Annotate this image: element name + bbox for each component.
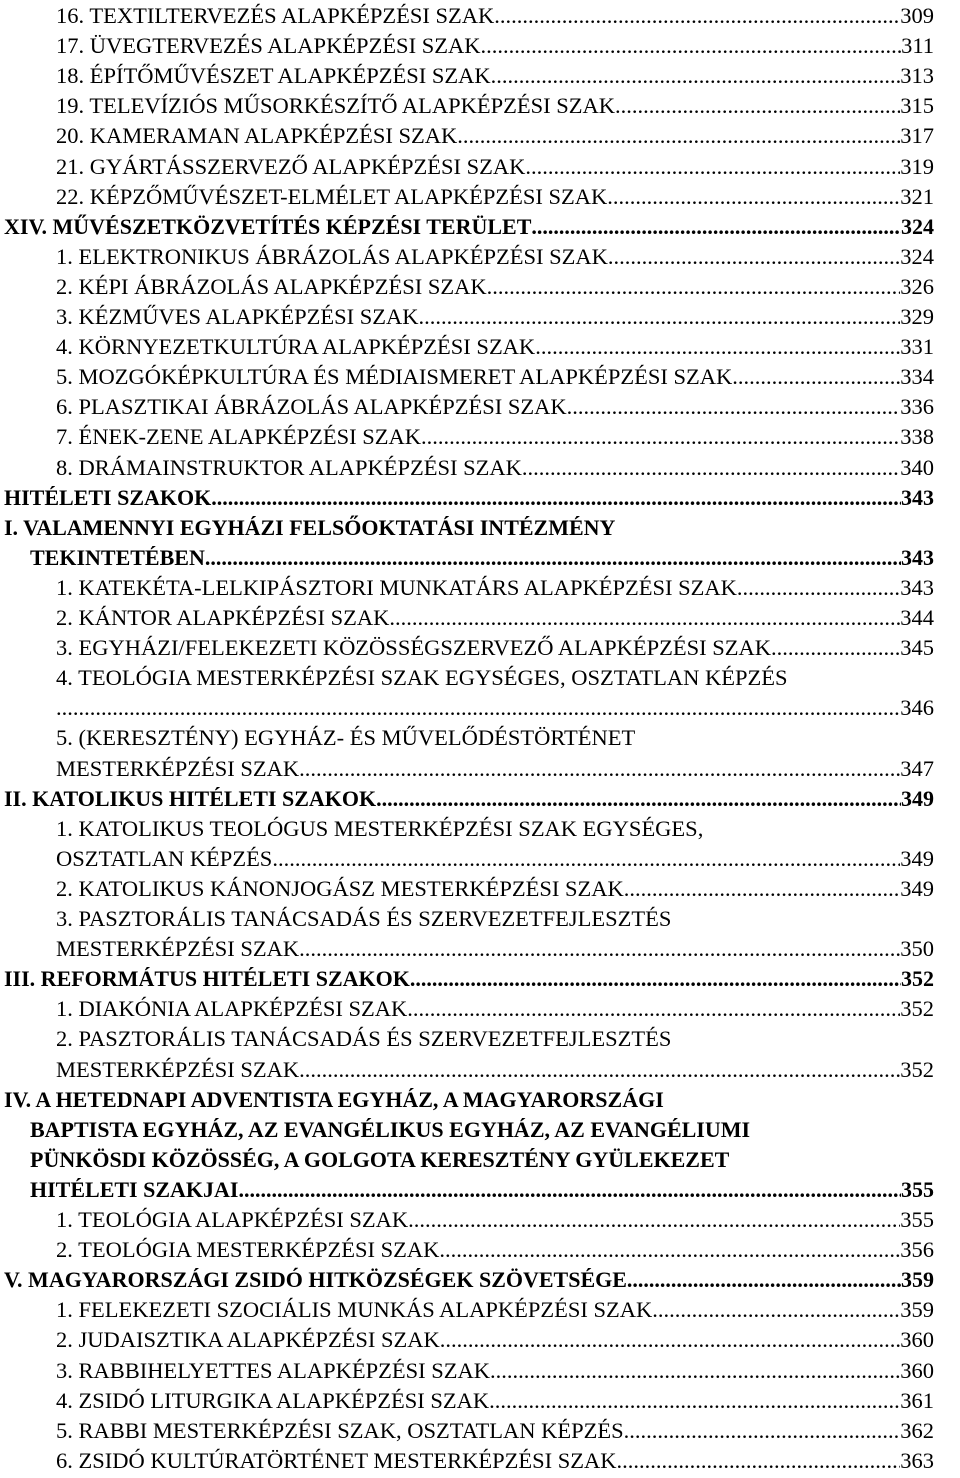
- dot-leader: [624, 874, 901, 904]
- toc-entry-text: MESTERKÉPZÉSI SZAK: [56, 1056, 300, 1082]
- page-number: 343: [901, 484, 934, 510]
- toc-entry-title: [56, 121, 934, 151]
- dot-leader: [440, 1325, 900, 1355]
- page-number: 352: [901, 966, 934, 992]
- toc-entry-title-continued: [56, 844, 934, 874]
- toc-entry-title: [4, 1265, 934, 1295]
- toc-entry-title: [56, 91, 934, 121]
- toc-entry-text: 19. TELEVÍZIÓS MŰSORKÉSZÍTŐ ALAPKÉPZÉSI SZAK: [56, 93, 615, 119]
- toc-entry-title: [4, 964, 934, 994]
- page-number: 313: [900, 63, 934, 89]
- toc-entry-text: 2. KÁNTOR ALAPKÉPZÉSI SZAK: [56, 605, 390, 630]
- toc-entry-title: [56, 723, 934, 753]
- toc-entry-text: IV. A HETEDNAPI ADVENTISTA EGYHÁZ, A MAGYARORSZÁGI: [4, 1086, 664, 1112]
- page-number: 309: [900, 3, 934, 28]
- toc-entry-text: 17. ÜVEGTERVEZÉS ALAPKÉPZÉSI SZAK: [56, 33, 481, 59]
- toc-entry-title: [56, 573, 934, 603]
- toc-entry-text: 2. KATOLIKUS KÁNONJOGÁSZ MESTERKÉPZÉSI SZAK: [56, 875, 624, 901]
- toc-entry-title: [56, 1325, 934, 1355]
- toc-entry-title: [56, 362, 934, 392]
- page-number: 334: [900, 364, 934, 390]
- toc-entry-title: [56, 1, 934, 31]
- toc-entry-text: 1. KATEKÉTA-LELKIPÁSZTORI MUNKATÁRS ALAPKÉPZÉSI SZAK: [56, 574, 737, 600]
- toc-entry-text: 1. FELEKEZETI SZOCIÁLIS MUNKÁS ALAPKÉPZÉSI SZAK: [56, 1297, 653, 1323]
- toc-entry-title: [56, 1205, 934, 1235]
- toc-entry-title-continued: [30, 1145, 934, 1175]
- dot-leader: [771, 633, 900, 663]
- dot-leader: [627, 1265, 901, 1295]
- toc-entry-text: III. REFORMÁTUS HITÉLETI SZAKOK: [4, 966, 410, 992]
- toc-entry-title: [56, 874, 934, 904]
- toc-entry-text: 4. KÖRNYEZETKULTÚRA ALAPKÉPZÉSI SZAK: [56, 334, 536, 360]
- toc-entry-text: 2. JUDAISZTIKA ALAPKÉPZÉSI SZAK: [56, 1327, 440, 1353]
- dot-leader: [490, 1356, 900, 1386]
- toc-entry-text: HITÉLETI SZAKOK: [4, 484, 212, 510]
- dot-leader: [491, 61, 901, 91]
- toc-entry-title: [56, 272, 934, 302]
- dot-leader: [624, 1416, 901, 1446]
- page-number: 350: [900, 936, 934, 962]
- toc-entry-text: PÜNKÖSDI KÖZÖSSÉG, A GOLGOTA KERESZTÉNY GYÜLEKEZET: [30, 1146, 730, 1172]
- dot-leader: [205, 543, 901, 573]
- toc-entry-text: 2. KÉPI ÁBRÁZOLÁS ALAPKÉPZÉSI SZAK: [56, 273, 487, 299]
- toc-entry-text: HITÉLETI SZAKJAI: [30, 1176, 239, 1202]
- toc-entry-text: 7. ÉNEK-ZENE ALAPKÉPZÉSI SZAK: [56, 424, 421, 450]
- toc-entry-title: [56, 633, 934, 663]
- toc-entry-text: 1. DIAKÓNIA ALAPKÉPZÉSI SZAK: [56, 996, 408, 1022]
- page-number: 345: [900, 635, 934, 661]
- toc-entry-title-continued: [56, 934, 934, 964]
- dot-leader: [487, 272, 901, 302]
- toc-entry-text: I. VALAMENNYI EGYHÁZI FELSŐOKTATÁSI INTÉZMÉNY: [4, 514, 616, 540]
- toc-entry-title: [56, 904, 934, 934]
- toc-entry-title: [56, 994, 934, 1024]
- toc-entry-title: [56, 332, 934, 362]
- toc-entry-text: 5. MOZGÓKÉPKULTÚRA ÉS MÉDIAISMERET ALAPKÉPZÉSI SZAK: [56, 364, 733, 390]
- page-number: 359: [900, 1297, 934, 1323]
- toc-entry-text: 6. ZSIDÓ KULTÚRATÖRTÉNET MESTERKÉPZÉSI SZAK: [56, 1447, 617, 1473]
- toc-entry-text: MESTERKÉPZÉSI SZAK: [56, 936, 300, 962]
- dot-leader: [480, 31, 901, 61]
- toc-entry-title-continued: [30, 543, 934, 573]
- toc-entry-text: 3. EGYHÁZI/FELEKEZETI KÖZÖSSÉGSZERVEZŐ ALAPKÉPZÉSI SZAK: [56, 635, 772, 661]
- page-number: 319: [900, 153, 934, 179]
- toc-entry-text: 16. TEXTILTERVEZÉS ALAPKÉPZÉSI SZAK: [56, 3, 495, 28]
- toc-entry-title: [56, 302, 934, 332]
- toc-entry-text: 6. PLASZTIKAI ÁBRÁZOLÁS ALAPKÉPZÉSI SZAK: [56, 394, 567, 420]
- toc-entry-title: [56, 663, 934, 693]
- dot-leader: [211, 483, 901, 513]
- toc-entry-title: [56, 1295, 934, 1325]
- toc-entry-title: [56, 61, 934, 91]
- page-number: 349: [901, 785, 934, 811]
- toc-entry-title: [4, 513, 934, 543]
- page-number: 355: [901, 1176, 934, 1202]
- dot-leader: [389, 603, 900, 633]
- page-number: 324: [901, 213, 934, 239]
- toc-entry-title: [56, 182, 934, 212]
- page-number: 346: [900, 695, 934, 721]
- toc-entry-title: [56, 1235, 934, 1265]
- toc-entry-text: 18. ÉPÍTŐMŰVÉSZET ALAPKÉPZÉSI SZAK: [56, 63, 491, 89]
- toc-entry-title-continued: [30, 1175, 934, 1205]
- toc-entry-title: [4, 212, 934, 242]
- dot-leader: [410, 964, 901, 994]
- page-number: 336: [900, 394, 934, 420]
- toc-entry-text: 3. KÉZMŰVES ALAPKÉPZÉSI SZAK: [56, 304, 419, 329]
- page-number: 311: [901, 33, 934, 59]
- page-number: 315: [900, 93, 934, 119]
- toc-entry-title-continued: [56, 693, 934, 723]
- dot-leader: [299, 934, 900, 964]
- toc-entry-title: [56, 392, 934, 422]
- page-number: 349: [900, 875, 934, 901]
- toc-entry-text: 22. KÉPZŐMŰVÉSZET-ELMÉLET ALAPKÉPZÉSI SZAK: [56, 183, 608, 209]
- toc-entry-title: [56, 453, 934, 483]
- dot-leader: [607, 182, 900, 212]
- dot-leader: [56, 693, 900, 723]
- page-number: 343: [900, 574, 934, 600]
- page-number: 360: [900, 1357, 934, 1383]
- toc-entry-text: 2. PASZTORÁLIS TANÁCSADÁS ÉS SZERVEZETFEJLESZTÉS: [56, 1026, 672, 1052]
- dot-leader: [567, 392, 901, 422]
- toc-entry-title: [56, 242, 934, 272]
- dot-leader: [531, 212, 901, 242]
- toc-entry-title: [56, 31, 934, 61]
- toc-entry-text: 4. TEOLÓGIA MESTERKÉPZÉSI SZAK EGYSÉGES, OSZTATLAN KÉPZÉS: [56, 665, 788, 691]
- toc-entry-title: [56, 1446, 934, 1476]
- page-number: 362: [900, 1417, 934, 1443]
- dot-leader: [732, 362, 900, 392]
- toc-entry-title: [56, 814, 934, 844]
- dot-leader: [737, 573, 900, 603]
- toc-entry-title: [56, 603, 934, 633]
- dot-leader: [615, 91, 900, 121]
- page-number: 326: [900, 273, 934, 299]
- dot-leader: [419, 302, 901, 332]
- dot-leader: [535, 332, 900, 362]
- dot-leader: [439, 1235, 900, 1265]
- toc-entry-text: 2. TEOLÓGIA MESTERKÉPZÉSI SZAK: [56, 1237, 440, 1263]
- page-number: 331: [900, 334, 934, 360]
- toc-entry-text: 1. TEOLÓGIA ALAPKÉPZÉSI SZAK: [56, 1207, 409, 1232]
- toc-entry-title: [4, 483, 934, 513]
- toc-entry-text: 5. (KERESZTÉNY) EGYHÁZ- ÉS MŰVELŐDÉSTÖRTÉNET: [56, 725, 636, 751]
- dot-leader: [408, 1205, 900, 1235]
- toc-entry-title-continued: [56, 1055, 934, 1085]
- toc-entry-title: [4, 1085, 934, 1115]
- page-number: 321: [900, 183, 934, 209]
- dot-leader: [299, 1055, 900, 1085]
- dot-leader: [494, 1, 900, 31]
- page-number: 361: [900, 1387, 934, 1413]
- toc-entry-text: 8. DRÁMAINSTRUKTOR ALAPKÉPZÉSI SZAK: [56, 454, 522, 480]
- page-number: 355: [900, 1207, 934, 1232]
- toc-entry-text: 1. ELEKTRONIKUS ÁBRÁZOLÁS ALAPKÉPZÉSI SZAK: [56, 243, 608, 269]
- dot-leader: [489, 1386, 900, 1416]
- toc-entry-title: [56, 1024, 934, 1054]
- dot-leader: [617, 1446, 901, 1476]
- page-number: 360: [900, 1327, 934, 1353]
- page-number: 347: [900, 755, 934, 781]
- toc-entry-text: 5. RABBI MESTERKÉPZÉSI SZAK, OSZTATLAN KÉPZÉS: [56, 1417, 624, 1443]
- dot-leader: [421, 422, 900, 452]
- page-number: 329: [900, 304, 934, 329]
- page-number: 359: [901, 1267, 934, 1293]
- page-number: 324: [900, 243, 934, 269]
- toc-entry-text: MESTERKÉPZÉSI SZAK: [56, 755, 300, 781]
- toc-entry-text: 1. KATOLIKUS TEOLÓGUS MESTERKÉPZÉSI SZAK EGYSÉGES,: [56, 815, 704, 841]
- page-number: 363: [900, 1447, 934, 1473]
- page-number: 317: [900, 123, 934, 149]
- toc-entry-text: BAPTISTA EGYHÁZ, AZ EVANGÉLIKUS EGYHÁZ, AZ EVANGÉLIUMI: [30, 1116, 751, 1142]
- dot-leader: [522, 453, 900, 483]
- toc-entry-text: OSZTATLAN KÉPZÉS: [56, 845, 273, 871]
- toc-entry-title: [56, 1416, 934, 1446]
- page-number: 338: [900, 424, 934, 450]
- page-number: 343: [901, 544, 934, 570]
- dot-leader: [376, 784, 901, 814]
- page-number: 352: [900, 996, 934, 1022]
- toc-entry-text: 3. RABBIHELYETTES ALAPKÉPZÉSI SZAK: [56, 1357, 491, 1383]
- page-number: 349: [900, 845, 934, 871]
- toc-entry-title: [4, 784, 934, 814]
- page-number: 356: [900, 1237, 934, 1263]
- toc-entry-text: 20. KAMERAMAN ALAPKÉPZÉSI SZAK: [56, 123, 458, 149]
- page-number: 352: [900, 1056, 934, 1082]
- toc-entry-title: [56, 1386, 934, 1416]
- page-number: 344: [900, 605, 934, 630]
- page-number: 340: [900, 454, 934, 480]
- toc-entry-title-continued: [56, 754, 934, 784]
- dot-leader: [238, 1175, 901, 1205]
- toc-entry-title: [56, 152, 934, 182]
- dot-leader: [272, 844, 900, 874]
- toc-entry-text: II. KATOLIKUS HITÉLETI SZAKOK: [4, 785, 377, 811]
- toc-entry-text: 3. PASZTORÁLIS TANÁCSADÁS ÉS SZERVEZETFEJLESZTÉS: [56, 906, 672, 931]
- toc-entry-text: 21. GYÁRTÁSSZERVEZŐ ALAPKÉPZÉSI SZAK: [56, 153, 526, 179]
- toc-entry-title: [56, 422, 934, 452]
- toc-entry-title: [56, 1356, 934, 1386]
- dot-leader: [525, 152, 900, 182]
- dot-leader: [652, 1295, 900, 1325]
- dot-leader: [299, 754, 900, 784]
- toc-entry-title-continued: [30, 1115, 934, 1145]
- dot-leader: [407, 994, 900, 1024]
- dot-leader: [457, 121, 900, 151]
- toc-entry-text: TEKINTETÉBEN: [30, 544, 205, 570]
- toc-entry-text: V. MAGYARORSZÁGI ZSIDÓ HITKÖZSÉGEK SZÖVETSÉGE: [4, 1267, 627, 1293]
- toc-entry-text: XIV. MŰVÉSZETKÖZVETÍTÉS KÉPZÉSI TERÜLET: [4, 213, 532, 239]
- dot-leader: [608, 242, 900, 272]
- toc-entry-text: 4. ZSIDÓ LITURGIKA ALAPKÉPZÉSI SZAK: [56, 1387, 490, 1413]
